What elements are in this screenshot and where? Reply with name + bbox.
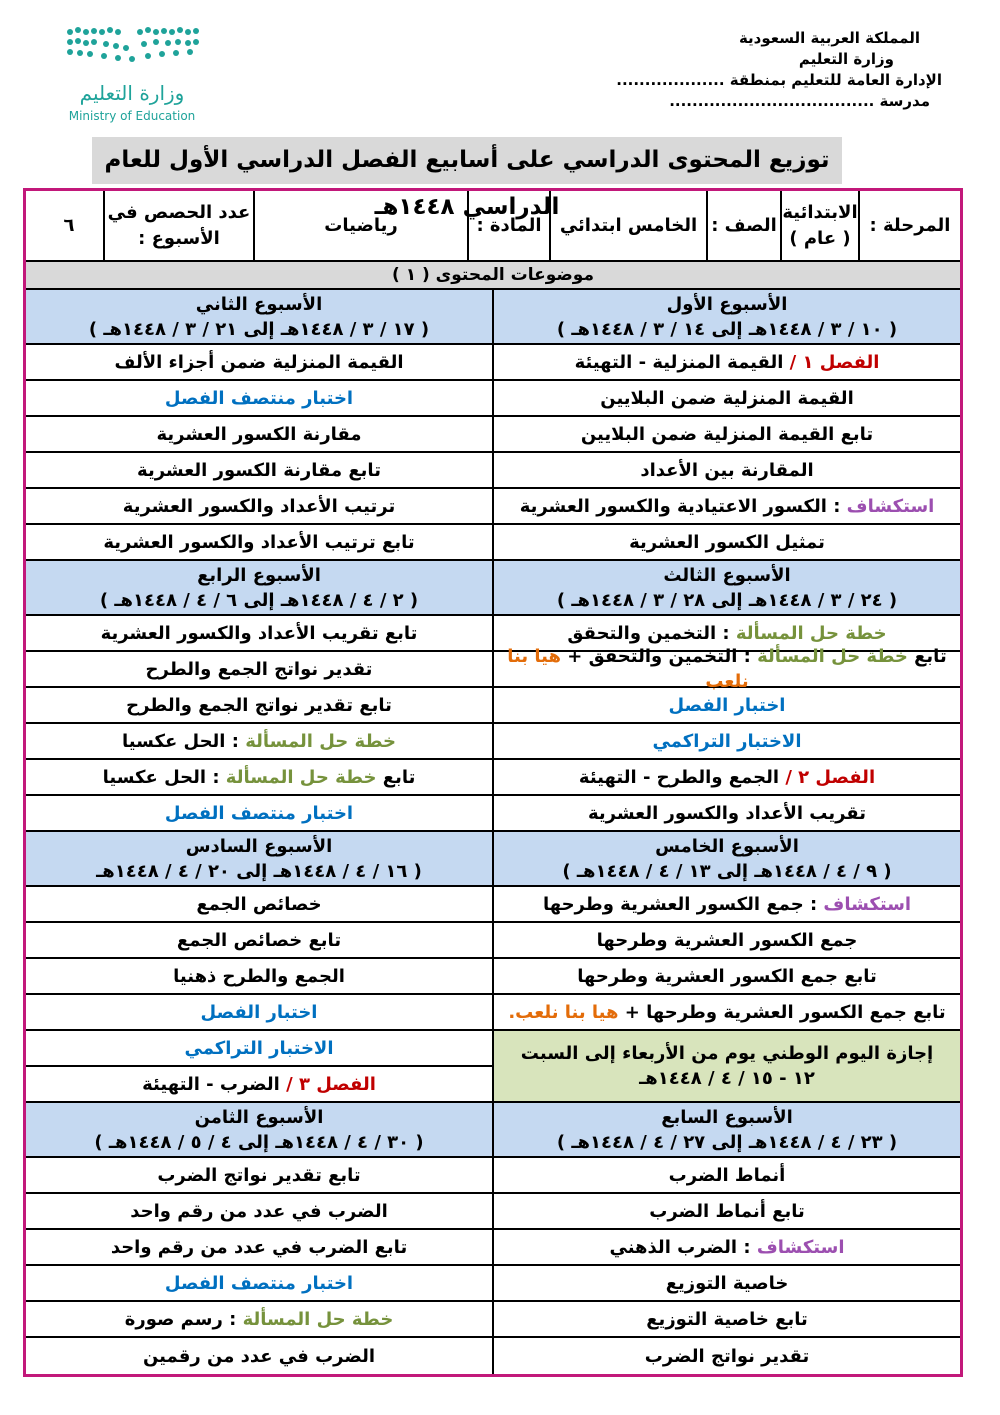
right-column [492, 290, 960, 1374]
lesson-cell: تابع خطة حل المسألة : الحل عكسيا [26, 760, 492, 796]
week-name: الأسبوع السادس [185, 835, 333, 857]
lesson-cell: تابع تقدير نواتج الضرب [26, 1158, 492, 1194]
ministry-line: وزارة التعليم [798, 50, 894, 68]
lesson-cell: تابع جمع الكسور العشرية وطرحها [494, 959, 960, 995]
lesson-cell: تابع أنماط الضرب [494, 1194, 960, 1230]
chapter-test-cell: اختبار الفصل [26, 995, 492, 1031]
cumulative-test-cell: الاختبار التراكمي [494, 724, 960, 760]
lesson-cell: الجمع والطرح ذهنيا [26, 959, 492, 995]
lesson-cell: خطة حل المسألة : التخمين والتحقق [494, 616, 960, 652]
lesson-cell: خطة حل المسألة : الحل عكسيا [26, 724, 492, 760]
page-title: توزيع المحتوى الدراسي على أسابيع الفصل الدراسي الأول للعام الدراسي ١٤٤٨هـ [92, 137, 842, 184]
lesson-cell: تقدير نواتج الجمع والطرح [26, 652, 492, 688]
lesson-cell: تابع ترتيب الأعداد والكسور العشرية [26, 525, 492, 561]
lesson-cell: تمثيل الكسور العشرية [494, 525, 960, 561]
school-line: مدرسة .................................... [669, 92, 930, 110]
holiday-text: إجازة اليوم الوطني يوم من الأربعاء إلى السبت [520, 1043, 934, 1064]
lesson-cell: الضرب في عدد من رقمين [142, 1345, 376, 1367]
lesson-cell: ترتيب الأعداد والكسور العشرية [26, 489, 492, 525]
lesson-cell: تابع خطة حل المسألة : التخمين والتحقق + هيا بنا نلعب [494, 652, 960, 688]
logo-english-text: Ministry of Education [68, 109, 196, 123]
periods-label: عدد الحصص في الأسبوع : [103, 191, 253, 260]
week-header [494, 561, 960, 616]
week-dates: ( ٢٣ / ٤ / ١٤٤٨هـ إلى ٢٧ / ٤ / ١٤٤٨هـ ) [556, 1131, 898, 1153]
week-name: الأسبوع الثالث [663, 564, 791, 586]
lesson-cell: القيمة المنزلية ضمن أجزاء الألف [26, 345, 492, 381]
distribution-table [23, 188, 963, 1377]
lesson-cell: الفصل ١ / القيمة المنزلية - التهيئة [494, 345, 960, 381]
midterm-test-cell: اختبار منتصف الفصل [26, 381, 492, 417]
cumulative-test-cell: الاختبار التراكمي [26, 1031, 492, 1067]
grade-value: الخامس ابتدائي [549, 191, 706, 260]
lesson-cell: تابع جمع الكسور العشرية وطرحها + هيا بنا نلعب. [494, 995, 960, 1031]
lesson-cell: تابع تقدير نواتج الجمع والطرح [26, 688, 492, 724]
lesson-cell: تقريب الأعداد والكسور العشرية [494, 796, 960, 832]
lesson-cell: تابع خاصية التوزيع [494, 1302, 960, 1338]
holiday-cell [494, 1031, 960, 1103]
week-dates: ( ٩ / ٤ / ١٤٤٨هـ إلى ١٣ / ٤ / ١٤٤٨هـ ) [562, 860, 892, 882]
week-header [494, 832, 960, 887]
midterm-test-cell: اختبار منتصف الفصل [26, 796, 492, 832]
week-name: الأسبوع الثاني [195, 293, 323, 315]
week-name: الأسبوع الخامس [655, 835, 799, 857]
lesson-cell: أنماط الضرب [494, 1158, 960, 1194]
lesson-cell: استكشاف : الكسور الاعتيادية والكسور العشرية [494, 489, 960, 525]
lesson-cell: المقارنة بين الأعداد [494, 453, 960, 489]
lesson-cell: خطة حل المسألة : رسم صورة [26, 1302, 492, 1338]
kingdom-line: المملكة العربية السعودية [738, 29, 920, 47]
week-dates: ( ١٠ / ٣ / ١٤٤٨هـ إلى ١٤ / ٣ / ١٤٤٨هـ ) [556, 318, 898, 340]
week-header [494, 290, 960, 345]
lesson-cell: القيمة المنزلية ضمن البلايين [494, 381, 960, 417]
header-block [612, 28, 942, 112]
holiday-dates: ١٢ - ١٥ / ٤ / ١٤٤٨هـ [639, 1068, 815, 1089]
lesson-cell: تقدير نواتج الضرب [644, 1345, 810, 1367]
ministry-logo [60, 22, 205, 127]
week-dates: ( ٣٠ / ٤ / ١٤٤٨هـ إلى ٤ / ٥ / ١٤٤٨هـ ) [94, 1131, 424, 1153]
midterm-test-cell: اختبار منتصف الفصل [26, 1266, 492, 1302]
grade-label: الصف : [706, 191, 780, 260]
lesson-cell: استكشاف : جمع الكسور العشرية وطرحها [494, 887, 960, 923]
lesson-cell: مقارنة الكسور العشرية [26, 417, 492, 453]
stage-label: المرحلة : [858, 191, 960, 260]
lesson-cell: خاصية التوزيع [494, 1266, 960, 1302]
subject-value: رياضيات [253, 191, 467, 260]
left-column [26, 290, 492, 1374]
lesson-cell: تابع الضرب في عدد من رقم واحد [26, 1230, 492, 1266]
lesson-cell: استكشاف : الضرب الذهني [494, 1230, 960, 1266]
lesson-cell: تابع القيمة المنزلية ضمن البلايين [494, 417, 960, 453]
lesson-cell: الفصل ٢ / الجمع والطرح - التهيئة [494, 760, 960, 796]
lesson-cell: الضرب في عدد من رقم واحد [26, 1194, 492, 1230]
info-row [26, 191, 960, 262]
chapter-test-cell: اختبار الفصل [494, 688, 960, 724]
lesson-cell: جمع الكسور العشرية وطرحها [494, 923, 960, 959]
directorate-line: الإدارة العامة للتعليم بمنطقة ................... [616, 71, 942, 89]
lesson-cell: خصائص الجمع [26, 887, 492, 923]
week-name: الأسبوع الأول [666, 293, 788, 315]
week-dates: ( ٢٤ / ٣ / ١٤٤٨هـ إلى ٢٨ / ٣ / ١٤٤٨هـ ) [556, 589, 898, 611]
lesson-cell: تابع مقارنة الكسور العشرية [26, 453, 492, 489]
subject-label: المادة : [467, 191, 549, 260]
content-topics-header: موضوعات المحتوى ( ١ ) [26, 262, 960, 290]
week-name: الأسبوع الرابع [197, 564, 321, 586]
week-dates: ( ١٧ / ٣ / ١٤٤٨هـ إلى ٢١ / ٣ / ١٤٤٨هـ ) [88, 318, 430, 340]
logo-arabic-text: وزارة التعليم [79, 81, 185, 105]
periods-value: ٦ [63, 214, 75, 236]
week-name: الأسبوع الثامن [194, 1106, 324, 1128]
lesson-cell: تابع خصائص الجمع [26, 923, 492, 959]
week-header [26, 290, 492, 345]
week-name: الأسبوع السابع [661, 1106, 793, 1128]
week-dates: ( ٢ / ٤ / ١٤٤٨هـ إلى ٦ / ٤ / ١٤٤٨هـ ) [99, 589, 419, 611]
week-header [26, 1103, 492, 1158]
stage-value: الابتدائية ( عام ) [780, 191, 858, 260]
lesson-cell: تابع تقريب الأعداد والكسور العشرية [26, 616, 492, 652]
week-header [26, 832, 492, 887]
week-header [26, 561, 492, 616]
lesson-cell: الفصل ٣ / الضرب - التهيئة [26, 1067, 492, 1103]
week-dates: ( ١٦ / ٤ / ١٤٤٨هـ إلى ٢٠ / ٤ / ١٤٤٨هـ [96, 860, 422, 882]
week-header [494, 1103, 960, 1158]
